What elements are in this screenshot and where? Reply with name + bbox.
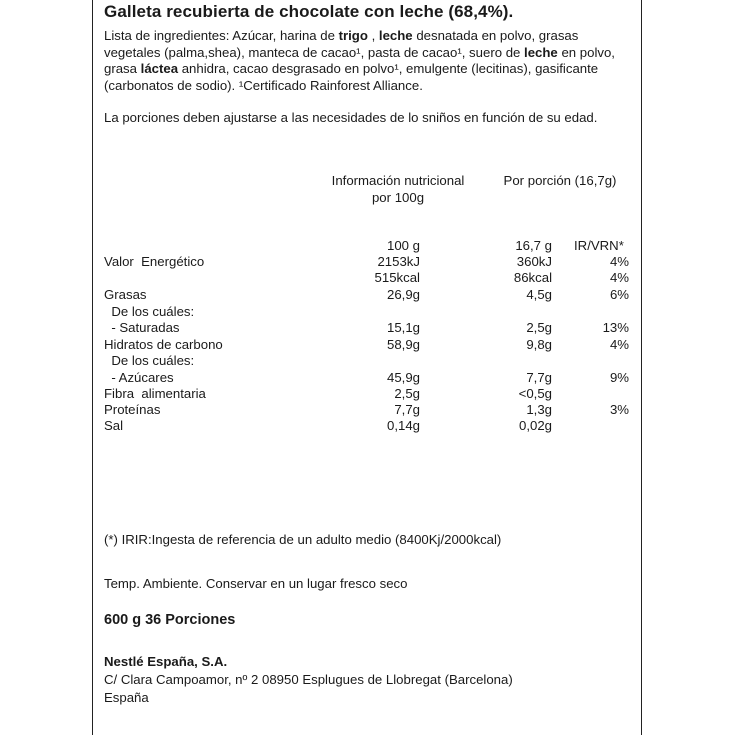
nutrient-value-100g: 2153kJ bbox=[377, 254, 420, 269]
header-line-2: por 100g bbox=[371, 189, 425, 205]
portion-note: La porciones deben ajustarse a las necesidades de lo sniños en función de su edad. bbox=[104, 110, 598, 125]
allergen-highlight: trigo bbox=[338, 28, 368, 43]
nutrient-value-portion: 7,7g bbox=[526, 370, 552, 385]
nutrient-value-portion: 86kcal bbox=[513, 270, 552, 285]
header-line-1: Información nutricional bbox=[331, 173, 465, 188]
nutrition-header-portion: Por porción (16,7g) bbox=[503, 173, 617, 188]
nutrient-label: Proteínas bbox=[104, 402, 161, 417]
company-country: España bbox=[104, 690, 149, 705]
ingredients-fragment: Azúcar, harina de bbox=[229, 28, 339, 43]
nutrient-label: Hidratos de carbono bbox=[104, 337, 223, 352]
allergen-highlight: leche bbox=[524, 44, 558, 60]
nutrient-value-100g: 2,5g bbox=[394, 386, 420, 401]
product-title: Galleta recubierta de chocolate con leche (68,4%). bbox=[104, 2, 514, 21]
ingredients-label: Lista de ingredientes: bbox=[104, 28, 230, 43]
nutrient-ir-percent: 3% bbox=[609, 402, 629, 417]
subheader-portion: 16,7 g bbox=[515, 238, 552, 253]
nutrient-value-portion: 360kJ bbox=[516, 254, 552, 269]
ingredients-fragment: desnatada en polvo, grasas vegetales (palma,shea), manteca de cacao¹, pasta de cacao¹, suero de bbox=[104, 28, 579, 60]
nutrient-label: - Azúcares bbox=[104, 370, 174, 385]
ir-footnote: (*) IRIR:Ingesta de referencia de un adulto medio (8400Kj/2000kcal) bbox=[104, 532, 502, 547]
nutrient-value-100g: 515kcal bbox=[374, 270, 420, 285]
subheader-irvrn: IR/VRN* bbox=[574, 238, 624, 253]
nutrient-value-portion: 4,5g bbox=[526, 287, 552, 302]
nutrient-ir-percent: 4% bbox=[609, 254, 629, 269]
nutrition-header-100g bbox=[322, 173, 474, 206]
storage-instructions: Temp. Ambiente. Conservar en un lugar fresco seco bbox=[104, 576, 408, 591]
ingredients-fragment: , bbox=[367, 28, 379, 43]
nutrient-ir-percent: 9% bbox=[609, 370, 629, 385]
net-quantity: 600 g 36 Porciones bbox=[104, 612, 236, 628]
nutrient-label: Valor Energético bbox=[104, 254, 205, 269]
nutrient-ir-percent: 4% bbox=[609, 270, 629, 285]
nutrient-label: De los cuáles: bbox=[104, 304, 195, 319]
nutrient-value-portion: <0,5g bbox=[518, 386, 552, 401]
nutrient-value-100g: 15,1g bbox=[386, 320, 420, 335]
nutrient-ir-percent: 4% bbox=[609, 337, 629, 352]
nutrient-label: Sal bbox=[104, 418, 124, 433]
nutrient-ir-percent: 6% bbox=[609, 287, 629, 302]
company-name: Nestlé España, S.A. bbox=[104, 654, 228, 669]
ingredients-fragment: en polvo, grasa bbox=[104, 44, 615, 76]
nutrient-value-100g: 0,14g bbox=[386, 418, 420, 433]
nutrient-label: De los cuáles: bbox=[104, 353, 195, 368]
nutrient-label: Fibra alimentaria bbox=[104, 386, 206, 401]
nutrient-label: - Saturadas bbox=[104, 320, 180, 335]
nutrient-value-100g: 26,9g bbox=[386, 287, 420, 302]
allergen-highlight: láctea bbox=[140, 61, 179, 76]
nutrient-value-portion: 2,5g bbox=[526, 320, 552, 335]
nutrient-value-100g: 7,7g bbox=[394, 402, 420, 417]
nutrient-value-100g: 45,9g bbox=[386, 370, 420, 385]
nutrient-value-portion: 9,8g bbox=[526, 337, 552, 352]
ingredients-list bbox=[104, 28, 624, 94]
nutrient-value-portion: 0,02g bbox=[518, 418, 552, 433]
nutrient-value-portion: 1,3g bbox=[526, 402, 552, 417]
nutrient-value-100g: 58,9g bbox=[386, 337, 420, 352]
subheader-100g: 100 g bbox=[386, 238, 420, 253]
nutrient-label: Grasas bbox=[104, 287, 147, 302]
company-address: C/ Clara Campoamor, nº 2 08950 Esplugues de Llobregat (Barcelona) bbox=[104, 672, 513, 687]
allergen-highlight: leche bbox=[378, 28, 413, 43]
ingredients-fragment: anhidra, cacao desgrasado en polvo¹, emulgente (lecitinas), gasificante (carbonatos de sodio). ¹Certificado Rainforest Alliance. bbox=[104, 61, 599, 93]
nutrient-ir-percent: 13% bbox=[602, 320, 629, 335]
